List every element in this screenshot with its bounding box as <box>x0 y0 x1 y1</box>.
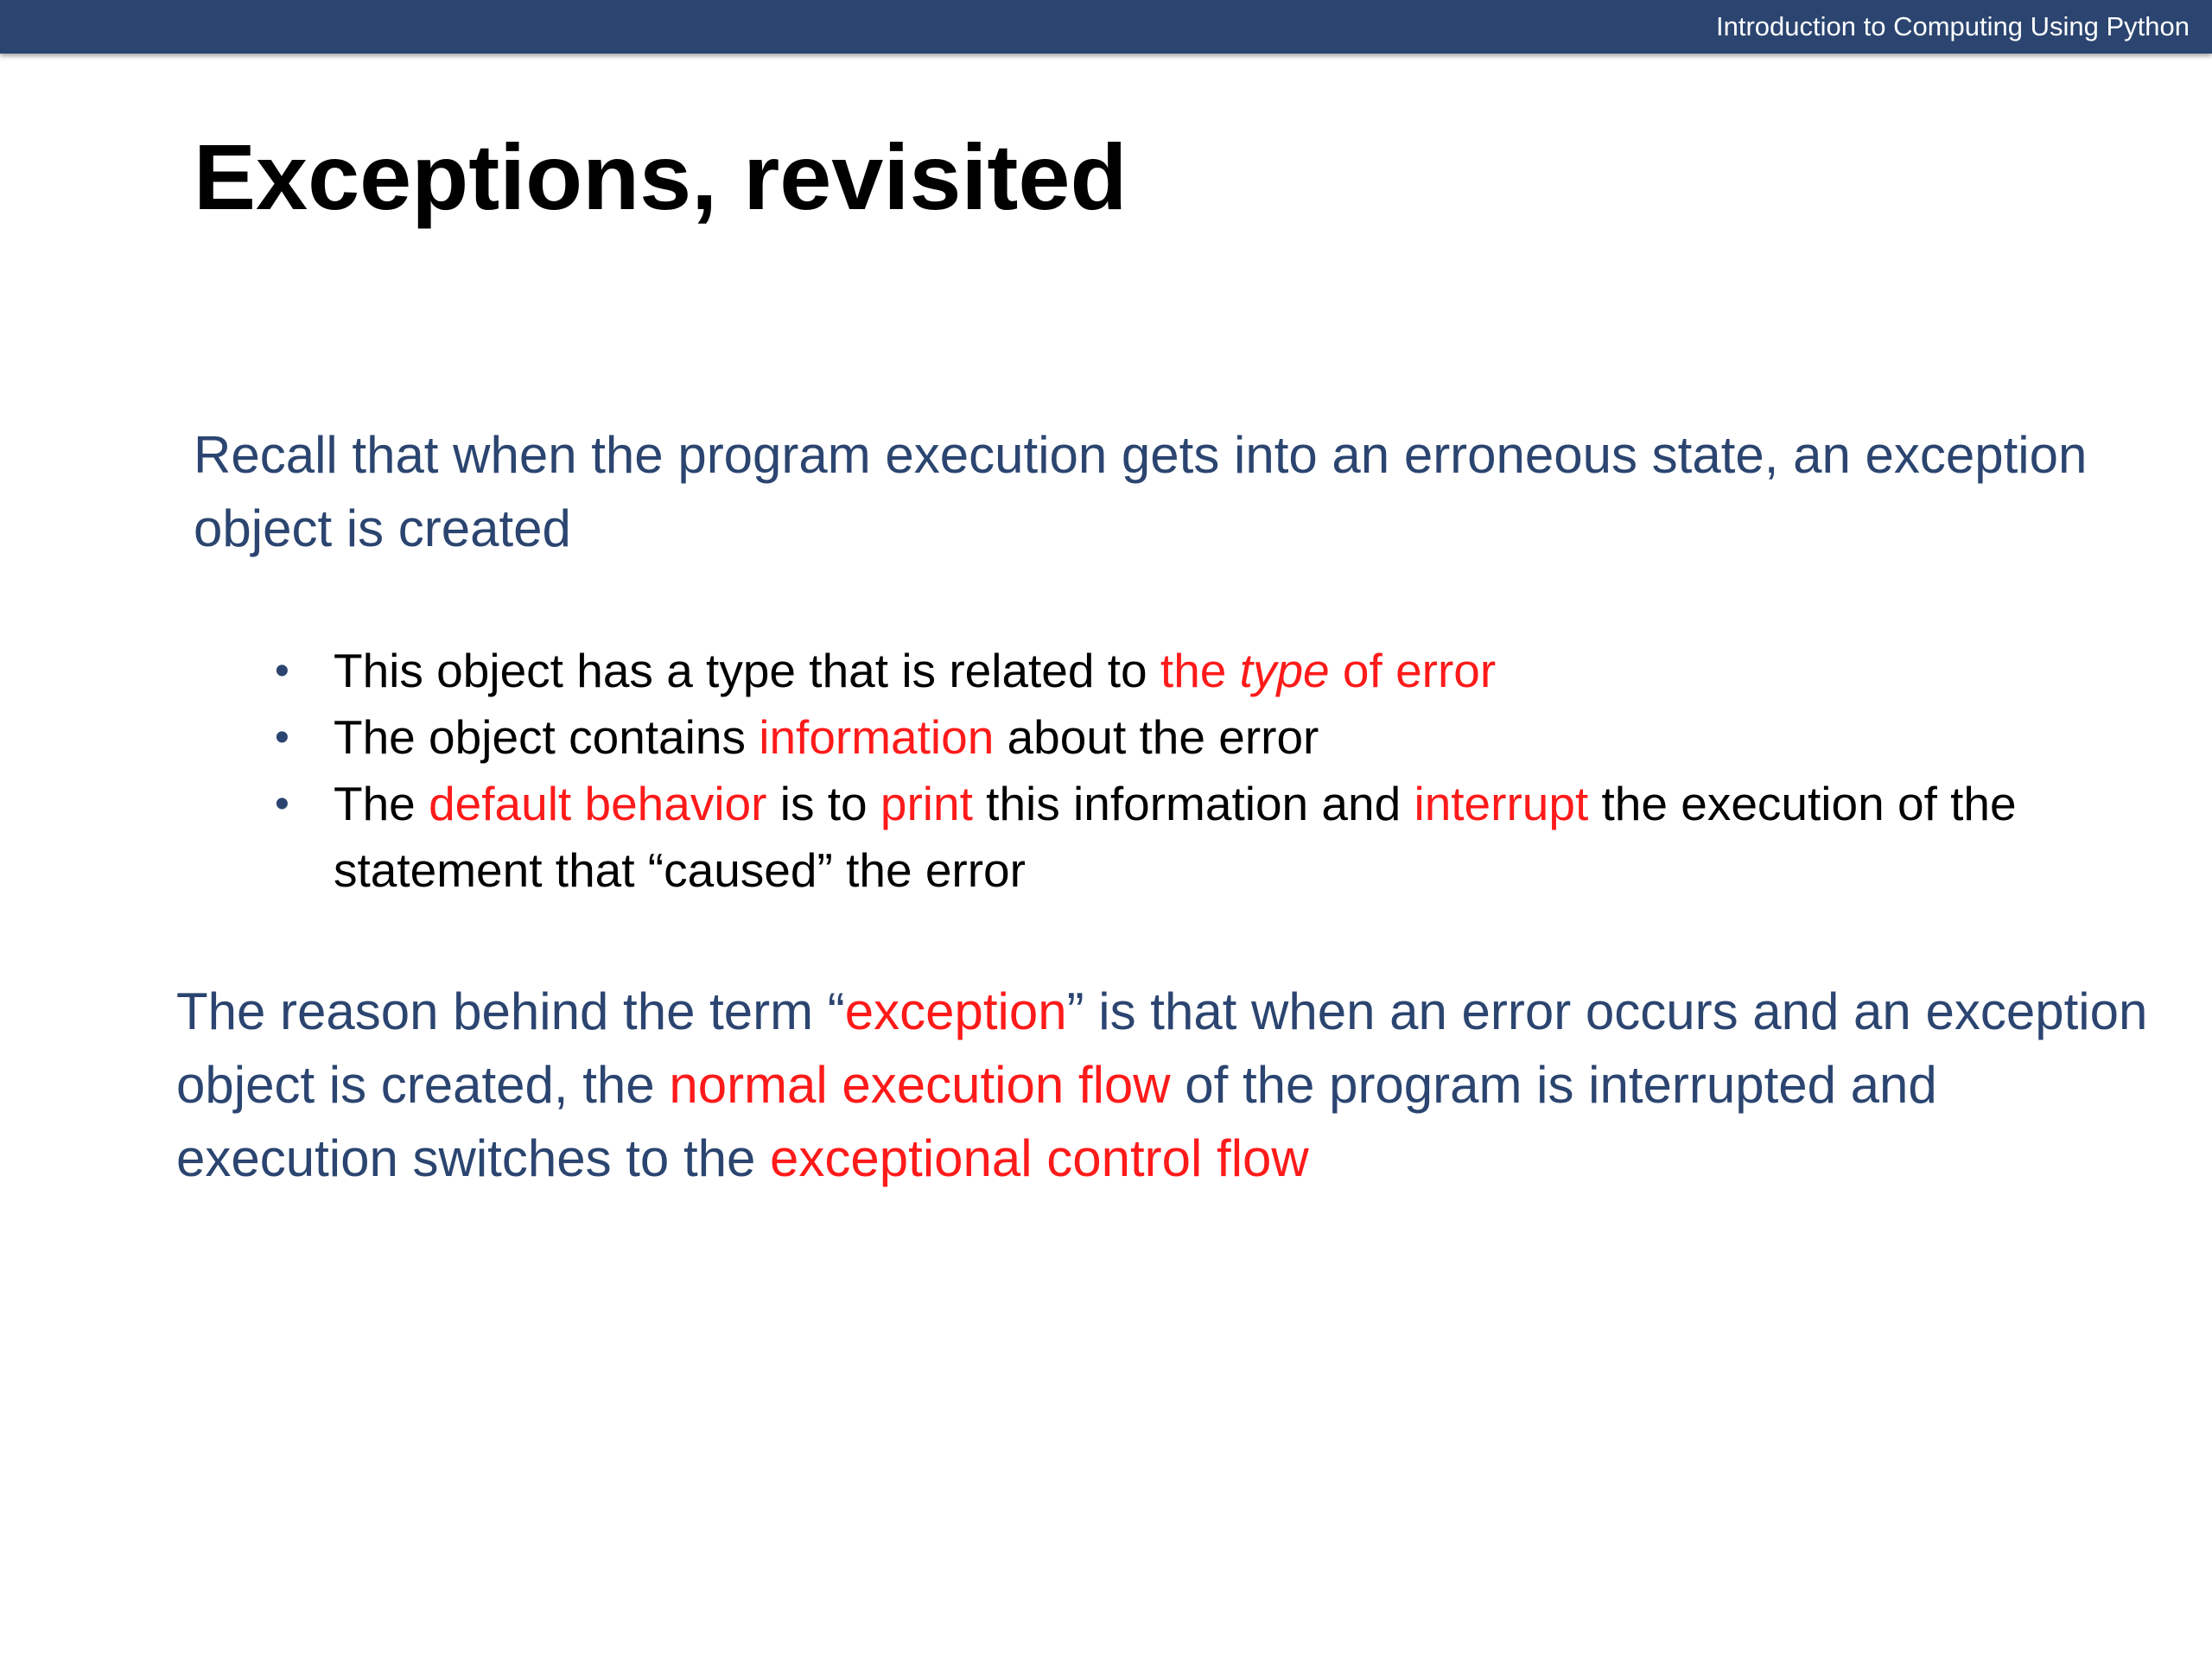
paragraph-text: of the program is interrupted and execution switches to the <box>176 1056 1937 1187</box>
bullet-text: This object has a type that is related to <box>334 644 1160 697</box>
bullet-text: is to <box>766 777 880 830</box>
course-title: Introduction to Computing Using Python <box>1716 11 2190 41</box>
bullet-text: the execution of the statement that “caused” the error <box>334 777 2017 897</box>
bullet-item-default-behavior <box>275 771 2176 904</box>
bullet-list <box>275 638 2176 904</box>
highlight-text: print <box>880 777 973 830</box>
paragraph-text: The reason behind the term “ <box>176 982 845 1040</box>
highlight-text: information <box>759 710 995 764</box>
bullet-text: about the error <box>994 710 1319 764</box>
slide-title: Exceptions, revisited <box>194 124 1128 229</box>
highlight-italic-text: type <box>1239 644 1330 697</box>
highlight-text: exception <box>844 982 1067 1040</box>
bullet-text: The object contains <box>334 710 760 764</box>
bullet-item-type <box>275 638 2176 704</box>
bullet-marker: • <box>275 781 289 827</box>
highlight-text: of error <box>1329 644 1497 697</box>
highlight-text: exceptional control flow <box>770 1129 1309 1187</box>
bullet-text: this information and <box>972 777 1414 830</box>
highlight-text: default behavior <box>429 777 767 830</box>
bullet-item-information <box>275 704 2176 771</box>
bullet-marker: • <box>275 715 289 760</box>
paragraph-text: ” is that when an error occurs and an exception object is created, the <box>176 982 2148 1114</box>
highlight-text: interrupt <box>1414 777 1589 830</box>
highlight-text: the <box>1160 644 1240 697</box>
header-bar <box>0 0 2212 54</box>
conclusion-paragraph <box>176 975 2164 1195</box>
bullet-marker: • <box>275 648 289 694</box>
highlight-text: normal execution flow <box>669 1056 1171 1114</box>
bullet-text: The <box>334 777 429 830</box>
intro-paragraph: Recall that when the program execution gets into an erroneous state, an exception object is created <box>194 426 2088 557</box>
